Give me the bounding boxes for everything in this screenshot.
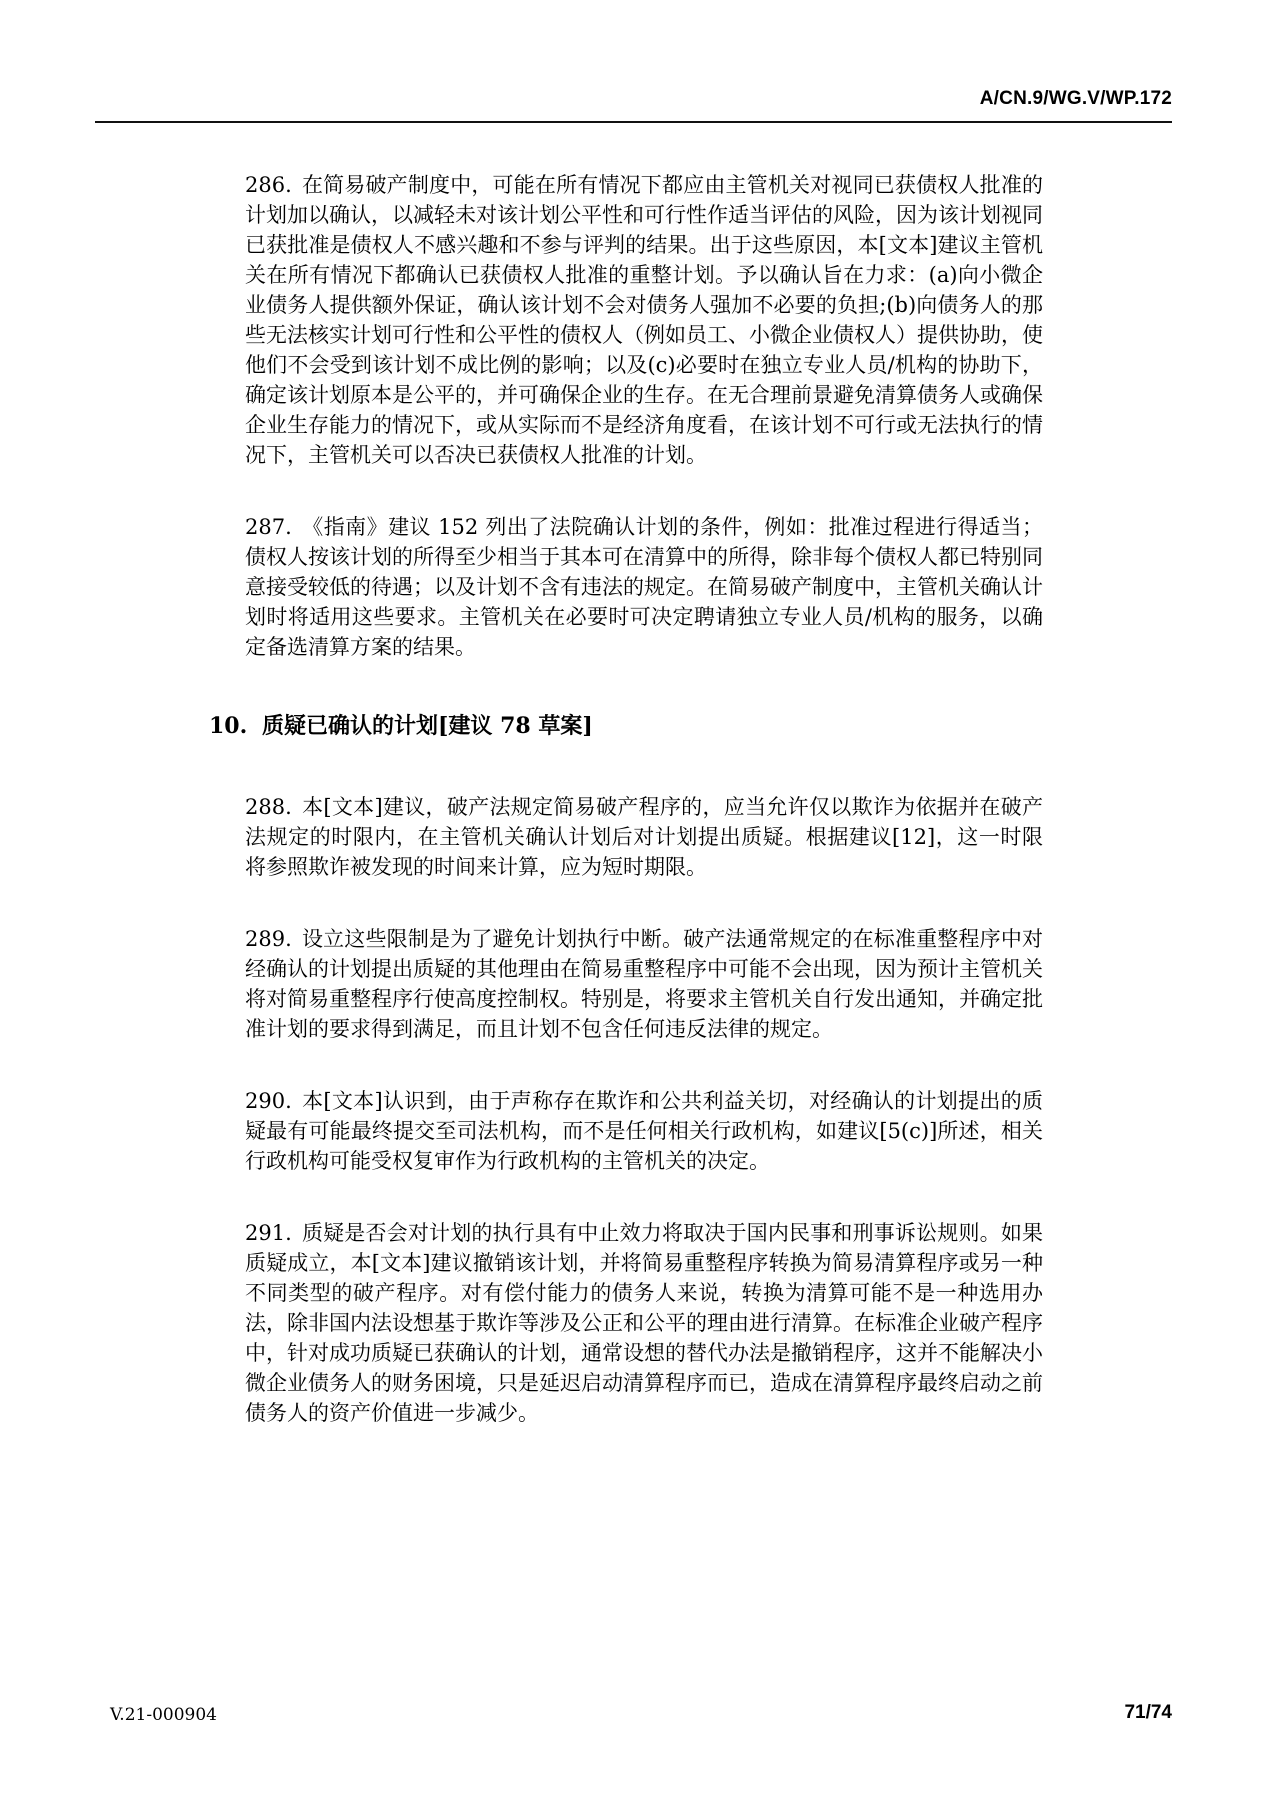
paragraph-number: 290. [245,1089,292,1113]
paragraph-text: 在简易破产制度中，可能在所有情况下都应由主管机关对视同已获债权人批准的计划加以确认，以减轻未对该计划公平性和可行性作适当评估的风险，因为该计划视同已获批准是债权人不感兴趣和不参与评判的结果。出于这些原因，本[文本]建议主管机关在所有情况下都确认已获债权人批准的重整计划。予以确认旨在力求：(a)向小微企业债务人提供额外保证，确认该计划不会对债务人强加不必要的负担;(b)向债务人的那些无法核实计划可行性和公平性的债权人（例如员工、小微企业债权人）提供协助，使他们不会受到该计划不成比例的影响；以及(c)必要时在独立专业人员/机构的协助下，确定该计划原本是公平的，并可确保企业的生存。在无合理前景避免清算债务人或确保企业生存能力的情况下，或从实际而不是经济角度看，在该计划不可行或无法执行的情况下，主管机关可以否决已获债权人批准的计划。 [245,173,1043,467]
paragraph-290 [245,1086,1043,1176]
paragraph-number: 288. [245,795,292,819]
document-id: V.21-000904 [110,1705,217,1725]
document-symbol: A/CN.9/WG.V/WP.172 [979,88,1172,109]
section-heading [209,710,1043,742]
paragraph-number: 287. [245,515,292,539]
paragraph-text: 本[文本]认识到，由于声称存在欺诈和公共利益关切，对经确认的计划提出的质疑最有可能最终提交至司法机构，而不是任何相关行政机构，如建议[5(c)]所述，相关行政机构可能受权复审作为行政机构的主管机关的决定。 [245,1089,1043,1173]
paragraph-number: 289. [245,927,292,951]
paragraph-text: 本[文本]建议，破产法规定简易破产程序的，应当允许仅以欺诈为依据并在破产法规定的时限内，在主管机关确认计划后对计划提出质疑。根据建议[12]，这一时限将参照欺诈被发现的时间来计算，应为短时期限。 [245,795,1043,879]
page-number: 71/74 [1124,1702,1172,1723]
paragraph-291 [245,1218,1043,1428]
paragraph-number: 291. [245,1221,292,1245]
document-body [209,170,1043,1470]
header-rule [95,121,1172,123]
paragraph-286 [245,170,1043,470]
paragraph-288 [245,792,1043,882]
paragraph-number: 286. [245,173,292,197]
paragraph-289 [245,924,1043,1044]
paragraph-text: 设立这些限制是为了避免计划执行中断。破产法通常规定的在标准重整程序中对经确认的计划提出质疑的其他理由在简易重整程序中可能不会出现，因为预计主管机关将对简易重整程序行使高度控制权。特别是，将要求主管机关自行发出通知，并确定批准计划的要求得到满足，而且计划不包含任何违反法律的规定。 [245,927,1043,1041]
paragraph-text: 《指南》建议 152 列出了法院确认计划的条件，例如：批准过程进行得适当；债权人按该计划的所得至少相当于其本可在清算中的所得，除非每个债权人都已特别同意接受较低的待遇；以及计划不含有违法的规定。在简易破产制度中，主管机关确认计划时将适用这些要求。主管机关在必要时可决定聘请独立专业人员/机构的服务，以确定备选清算方案的结果。 [245,515,1043,659]
paragraph-text: 质疑是否会对计划的执行具有中止效力将取决于国内民事和刑事诉讼规则。如果质疑成立，本[文本]建议撤销该计划，并将简易重整程序转换为简易清算程序或另一种不同类型的破产程序。对有偿付能力的债务人来说，转换为清算可能不是一种选用办法，除非国内法设想基于欺诈等涉及公正和公平的理由进行清算。在标准企业破产程序中，针对成功质疑已获确认的计划，通常设想的替代办法是撤销程序，这并不能解决小微企业债务人的财务困境，只是延迟启动清算程序而已，造成在清算程序最终启动之前债务人的资产价值进一步减少。 [245,1221,1043,1425]
section-number: 10. [209,713,248,739]
paragraph-287 [245,512,1043,662]
section-title: 质疑已确认的计划[建议 78 草案] [262,713,593,739]
